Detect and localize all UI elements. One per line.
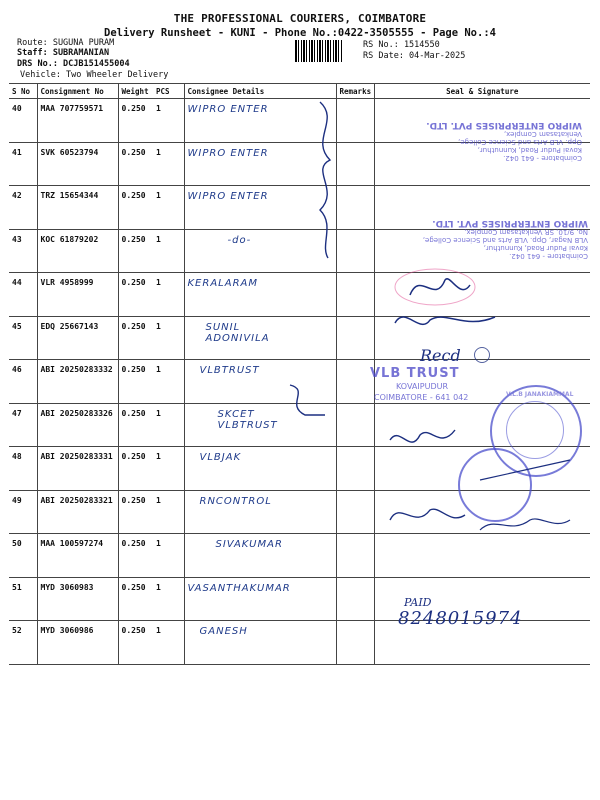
row-remarks xyxy=(336,360,374,404)
col-header-remarks: Remarks xyxy=(336,84,374,99)
vehicle-label: Vehicle: Two Wheeler Delivery xyxy=(20,70,169,80)
row-weight: 0.250 xyxy=(118,534,153,578)
rs-no-label: RS No.: 1514550 xyxy=(363,40,440,50)
col-header-seal-signature: Seal & Signature xyxy=(374,84,590,99)
handwritten-consignee: WIPRO ENTER xyxy=(187,147,269,159)
row-sno: 43 xyxy=(9,229,37,273)
row-consignment: VLR 4958999 xyxy=(37,273,118,317)
handwritten-consignee: SKCET VLBTRUST xyxy=(217,408,278,431)
row-pcs: 1 xyxy=(153,360,184,404)
col-header-pcs: PCS xyxy=(153,84,184,99)
brace-scribble xyxy=(280,380,340,425)
row-consignment: EDQ 25667143 xyxy=(37,316,118,360)
row-consignment: KOC 61879202 xyxy=(37,229,118,273)
staff-label: Staff: SUBRAMANIAN xyxy=(17,48,110,58)
row-pcs: 1 xyxy=(153,534,184,578)
col-header-weight: Weight xyxy=(118,84,153,99)
row-seal xyxy=(374,534,590,578)
row-sno: 48 xyxy=(9,447,37,491)
document-subtitle: Delivery Runsheet - KUNI - Phone No.:0422-3505555 - Page No.:4 xyxy=(104,27,496,39)
row-pcs: 1 xyxy=(153,229,184,273)
row-pcs: 1 xyxy=(153,186,184,230)
row-consignment: MYD 3060983 xyxy=(37,577,118,621)
table-header-row xyxy=(9,84,590,99)
row-weight: 0.250 xyxy=(118,490,153,534)
table-row xyxy=(9,534,590,578)
handwritten-consignee: WIPRO ENTER xyxy=(187,191,269,202)
stamp-line: Kovai Pudur Road, Kunnuthur, xyxy=(483,244,588,252)
row-consignment: ABI 20250283332 xyxy=(37,360,118,404)
row-consignment: SVK 60523794 xyxy=(37,142,118,186)
handwritten-consignee: -do- xyxy=(227,234,252,246)
row-remarks xyxy=(336,316,374,360)
row-sno: 42 xyxy=(9,186,37,230)
row-sno: 45 xyxy=(9,316,37,360)
row-remarks xyxy=(336,577,374,621)
col-header-consignee: Consignee Details xyxy=(184,84,336,99)
row-consignment: ABI 20250283321 xyxy=(37,490,118,534)
row-sno: 49 xyxy=(9,490,37,534)
document-title: THE PROFESSIONAL COURIERS, COIMBATORE xyxy=(173,12,427,25)
stamp-line: Opp. VLB Arts and Science College, xyxy=(458,138,582,146)
row-consignment: ABI 20250283326 xyxy=(37,403,118,447)
handwritten-consignee: VASANTHAKUMAR xyxy=(187,582,291,594)
vlb-stamp-address: COIMBATORE - 641 042 xyxy=(374,393,469,402)
handwritten-consignee: KERALARAM xyxy=(187,278,258,289)
row-sno: 50 xyxy=(9,534,37,578)
handwritten-consignee: VLBTRUST xyxy=(199,365,260,376)
row-pcs: 1 xyxy=(153,621,184,665)
row-remarks xyxy=(336,403,374,447)
row-weight: 0.250 xyxy=(118,621,153,665)
row-weight: 0.250 xyxy=(118,577,153,621)
route-label: Route: SUGUNA PURAM xyxy=(17,38,115,48)
row-weight: 0.250 xyxy=(118,447,153,491)
rs-date-label: RS Date: 04-Mar-2025 xyxy=(363,51,466,61)
phone-note: 8248015974 xyxy=(398,608,523,629)
brace-scribble xyxy=(300,100,360,260)
handwritten-consignee: SIVAKUMAR xyxy=(215,539,283,550)
row-pcs: 1 xyxy=(153,273,184,317)
row-pcs: 1 xyxy=(153,316,184,360)
row-pcs: 1 xyxy=(153,99,184,143)
handwritten-consignee: VLBJAK xyxy=(199,452,242,463)
row-weight: 0.250 xyxy=(118,142,153,186)
row-consignment: MYD 3060986 xyxy=(37,621,118,665)
round-seal-text: V.L.B JANAKIAMMAL xyxy=(506,391,574,398)
row-weight: 0.250 xyxy=(118,273,153,317)
row-pcs: 1 xyxy=(153,403,184,447)
row-consignee xyxy=(184,316,336,360)
row-sno: 47 xyxy=(9,403,37,447)
row-consignee xyxy=(184,490,336,534)
vlb-trust-stamp: VLB TRUST xyxy=(370,366,460,381)
row-weight: 0.250 xyxy=(118,403,153,447)
row-remarks xyxy=(336,447,374,491)
row-pcs: 1 xyxy=(153,447,184,491)
row-remarks xyxy=(336,273,374,317)
paid-note: PAID xyxy=(404,596,432,609)
row-consignment: TRZ 15654344 xyxy=(37,186,118,230)
recd-circle xyxy=(474,347,490,363)
handwritten-consignee: RNCONTROL xyxy=(199,495,272,507)
row-pcs: 1 xyxy=(153,577,184,621)
handwritten-consignee: GANESH xyxy=(199,626,248,637)
row-sno: 52 xyxy=(9,621,37,665)
row-sno: 46 xyxy=(9,360,37,404)
row-consignment: MAA 707759571 xyxy=(37,99,118,143)
stamp-line: No. 9/10, SR Venkatasam Complex, xyxy=(464,228,588,236)
row-consignment: MAA 100597274 xyxy=(37,534,118,578)
stamp-line: VLB Nagar, Opp. VLB Arts and Science College, xyxy=(422,236,588,244)
row-sno: 44 xyxy=(9,273,37,317)
col-header-consignment: Consignment No xyxy=(37,84,118,99)
stamp-line: WIPRO ENTERPRISES PVT. LTD. xyxy=(426,120,582,130)
wipro-stamp-top xyxy=(382,98,582,162)
stamp-line: WIPRO ENTERPRISES PVT. LTD. xyxy=(432,218,588,228)
row-sno: 40 xyxy=(9,99,37,143)
stamp-line: Coimbatore - 641 042. xyxy=(509,252,588,260)
signature-scribble xyxy=(380,420,580,540)
row-remarks xyxy=(336,621,374,665)
stamp-line: Venkatasam Complex, xyxy=(503,130,582,138)
stamp-line: Coimbatore - 641 042. xyxy=(503,154,582,162)
row-pcs: 1 xyxy=(153,490,184,534)
row-sno: 41 xyxy=(9,142,37,186)
row-weight: 0.250 xyxy=(118,186,153,230)
recd-note: Recd xyxy=(420,346,461,365)
stamp-line: Kovai Pudur Road, Kunnuthur, xyxy=(477,146,582,154)
row-remarks xyxy=(336,490,374,534)
wipro-stamp-middle xyxy=(398,188,588,260)
row-pcs: 1 xyxy=(153,142,184,186)
row-consignee xyxy=(184,621,336,665)
drs-label: DRS No.: DCJB151455004 xyxy=(17,59,130,69)
row-weight: 0.250 xyxy=(118,360,153,404)
handwritten-consignee: WIPRO ENTER xyxy=(187,104,269,115)
row-sno: 51 xyxy=(9,577,37,621)
row-consignee xyxy=(184,273,336,317)
row-remarks xyxy=(336,534,374,578)
signature-scribble xyxy=(375,265,525,345)
row-weight: 0.250 xyxy=(118,316,153,360)
barcode xyxy=(295,40,343,62)
row-weight: 0.250 xyxy=(118,99,153,143)
row-consignee xyxy=(184,534,336,578)
row-consignee xyxy=(184,577,336,621)
row-consignment: ABI 20250283331 xyxy=(37,447,118,491)
row-consignee xyxy=(184,447,336,491)
col-header-sno: S No xyxy=(9,84,37,99)
vlb-stamp-address: KOVAIPUDUR xyxy=(396,382,449,391)
row-weight: 0.250 xyxy=(118,229,153,273)
handwritten-consignee: SUNIL ADONIVILA xyxy=(205,321,270,344)
